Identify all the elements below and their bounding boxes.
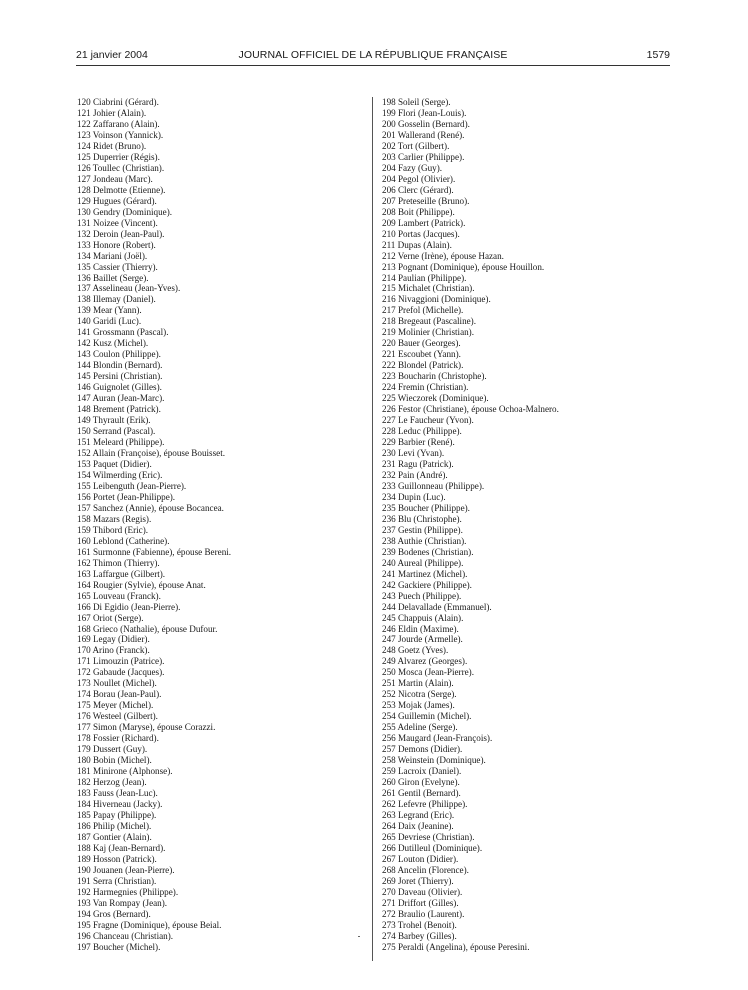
list-item: 132 Deroin (Jean-Paul).: [77, 228, 165, 239]
list-item: 227 Le Faucheur (Yvon).: [382, 415, 474, 426]
list-item: 156 Portet (Jean-Philippe).: [77, 491, 176, 502]
list-item: 238 Authie (Christian).: [382, 535, 467, 546]
list-item: 168 Grieco (Nathalie), épouse Dufour.: [77, 623, 218, 634]
list-item: 145 Persini (Christian).: [77, 371, 163, 382]
list-item: 251 Martin (Alain).: [382, 678, 454, 689]
list-item: 215 Michalet (Christian).: [382, 283, 475, 294]
list-item: 121 Johier (Alain).: [77, 107, 147, 118]
list-item: 123 Voinson (Yannick).: [77, 129, 164, 140]
list-item: 220 Bauer (Georges).: [382, 338, 461, 349]
list-item: 249 Alvarez (Georges).: [382, 656, 468, 667]
list-item: 201 Wallerand (René).: [382, 129, 465, 140]
list-item: 185 Papay (Philippe).: [77, 809, 157, 820]
list-item: 161 Surmonne (Fabienne), épouse Bereni.: [77, 546, 232, 557]
list-item: 219 Molinier (Christian).: [382, 327, 474, 338]
list-item: 182 Herzog (Jean).: [77, 777, 147, 788]
list-item: 271 Driffort (Gilles).: [382, 897, 459, 908]
list-item: 203 Carlier (Philippe).: [382, 151, 465, 162]
list-item: 244 Delavallade (Emmanuel).: [382, 601, 492, 612]
list-item: 253 Mojak (James).: [382, 700, 455, 711]
list-item: 246 Eldin (Maxime).: [382, 623, 459, 634]
list-item: 142 Kusz (Michel).: [77, 338, 149, 349]
list-item: 222 Blondel (Patrick).: [382, 360, 464, 371]
list-item: 243 Puech (Philippe).: [382, 590, 462, 601]
list-item: 213 Pognant (Dominique), épouse Houillon.: [382, 261, 545, 272]
list-item: 133 Honore (Robert).: [77, 239, 156, 250]
list-item: 194 Gros (Bernard).: [77, 908, 151, 919]
list-item: 189 Hosson (Patrick).: [77, 853, 157, 864]
list-item: 139 Mear (Yann).: [77, 305, 142, 316]
list-item: 138 Illemay (Daniel).: [77, 294, 156, 305]
list-item: 204 Fazy (Guy).: [382, 162, 443, 173]
list-item: 208 Boit (Philippe).: [382, 206, 455, 217]
list-item: 143 Coulon (Philippe).: [77, 349, 161, 360]
list-item: 176 Westeel (Gilbert).: [77, 711, 158, 722]
list-item: 236 Blu (Christophe).: [382, 513, 462, 524]
list-item: 274 Barbey (Gilles).: [382, 930, 457, 941]
journal-title: JOURNAL OFFICIEL DE LA RÉPUBLIQUE FRANÇAISE: [238, 49, 508, 61]
list-item: 260 Giron (Evelyne).: [382, 777, 460, 788]
list-item: 137 Asselineau (Jean-Yves).: [77, 283, 181, 294]
list-item: 223 Boucharin (Christophe).: [382, 371, 487, 382]
header-rule: [76, 65, 670, 66]
list-item: 214 Paulian (Philippe).: [382, 272, 467, 283]
list-item: 129 Hugues (Gérard).: [77, 195, 157, 206]
list-item: 180 Bobin (Michel).: [77, 755, 152, 766]
list-item: 157 Sanchez (Annie), épouse Bocancea.: [77, 502, 224, 513]
list-item: 170 Arino (Franck).: [77, 645, 150, 656]
list-item: 184 Hiverneau (Jacky).: [77, 799, 163, 809]
list-item: 209 Lambert (Patrick).: [382, 217, 466, 228]
column-divider: [372, 97, 373, 961]
list-item: 193 Van Rompay (Jean).: [77, 897, 168, 908]
list-item: 120 Ciabrini (Gérard).: [77, 97, 159, 107]
list-item: 263 Legrand (Eric).: [382, 809, 455, 820]
list-item: 255 Adeline (Serge).: [382, 722, 458, 733]
list-item: 178 Fossier (Richard).: [77, 733, 159, 744]
list-item: 197 Boucher (Michel).: [77, 941, 161, 952]
list-item: 199 Flori (Jean-Louis).: [382, 107, 467, 118]
list-item: 254 Guillemin (Michel).: [382, 711, 472, 722]
list-item: 140 Garidi (Luc).: [77, 316, 142, 327]
list-item: 186 Philip (Michel).: [77, 820, 152, 831]
list-item: 272 Braulio (Laurent).: [382, 908, 465, 919]
list-item: 148 Brement (Patrick).: [77, 404, 161, 415]
list-item: 128 Delmotte (Etienne).: [77, 184, 166, 195]
list-item: 183 Fauss (Jean-Luc).: [77, 788, 158, 799]
list-item: 233 Guillonneau (Philippe).: [382, 480, 485, 491]
list-item: 267 Louton (Didier).: [382, 853, 459, 864]
list-item: 230 Levi (Yvan).: [382, 448, 445, 458]
list-item: 179 Dussert (Guy).: [77, 744, 148, 755]
list-item: 273 Trohel (Benoit).: [382, 919, 457, 930]
list-item: 164 Rougier (Sylvie), épouse Anat.: [77, 579, 206, 590]
list-item: 221 Escoubet (Yann).: [382, 349, 461, 360]
list-item: 165 Louveau (Franck).: [77, 590, 161, 601]
list-item: 127 Jondeau (Marc).: [77, 173, 153, 184]
list-item: 239 Bodenes (Christian).: [382, 546, 474, 557]
list-item: 150 Serrand (Pascal).: [77, 426, 156, 437]
list-item: 269 Joret (Thierry).: [382, 875, 454, 886]
list-item: 146 Guignolet (Gilles).: [77, 382, 162, 393]
list-item: 171 Limouzin (Patrice).: [77, 656, 165, 667]
page-header: [76, 44, 670, 64]
header-date: 21 janvier 2004: [76, 49, 148, 61]
list-item: 134 Mariani (Joël).: [77, 250, 148, 261]
list-item: 232 Pain (André).: [382, 469, 448, 480]
list-item: 152 Allain (Françoise), épouse Bouisset.: [77, 448, 226, 458]
list-item: 190 Jouanen (Jean-Pierre).: [77, 864, 175, 875]
list-item: 266 Dutilleul (Dominique).: [382, 842, 483, 853]
list-item: 259 Lacroix (Daniel).: [382, 766, 462, 777]
list-item: 167 Oriot (Serge).: [77, 612, 144, 623]
list-item: 166 Di Egidio (Jean-Pierre).: [77, 601, 181, 612]
list-item: 187 Gontier (Alain).: [77, 831, 152, 842]
list-item: 153 Paquet (Didier).: [77, 458, 152, 469]
list-item: 136 Baillet (Serge).: [77, 272, 149, 283]
list-item: 252 Nicotra (Serge).: [382, 689, 457, 700]
list-item: 159 Thibord (Eric).: [77, 524, 149, 535]
list-item: 264 Daix (Jeanine).: [382, 820, 454, 831]
list-item: 147 Auran (Jean-Marc).: [77, 393, 165, 404]
list-item: 135 Cassier (Thierry).: [77, 261, 158, 272]
list-item: 226 Festor (Christiane), épouse Ochoa-Malnero.: [382, 404, 559, 415]
list-item: 169 Legay (Didier).: [77, 634, 150, 645]
list-item: 130 Gendry (Dominique).: [77, 206, 173, 217]
list-item: 204 Pegol (Olivier).: [382, 173, 456, 184]
list-item: 160 Leblond (Catherine).: [77, 535, 170, 546]
list-item: 207 Preteseille (Bruno).: [382, 195, 470, 206]
list-item: 247 Jourde (Armelle).: [382, 634, 463, 645]
list-item: 262 Lefevre (Philippe).: [382, 799, 468, 809]
list-item: 198 Soleil (Serge).: [382, 97, 451, 107]
list-item: 149 Thyrault (Erik).: [77, 415, 151, 426]
list-item: 275 Peraldi (Angelina), épouse Peresini.: [382, 941, 530, 952]
list-item: 126 Toullec (Christian).: [77, 162, 165, 173]
list-item: 241 Martinez (Michel).: [382, 568, 468, 579]
list-item: 218 Bregeaut (Pascaline).: [382, 316, 477, 327]
list-item: 217 Prefol (Michelle).: [382, 305, 464, 316]
list-item: 154 Wilmerding (Eric).: [77, 469, 163, 480]
list-item: 258 Weinstein (Dominique).: [382, 755, 486, 766]
list-item: 163 Laffargue (Gilbert).: [77, 568, 166, 579]
list-item: 191 Serra (Christian).: [77, 875, 157, 886]
list-item: 175 Meyer (Michel).: [77, 700, 154, 711]
list-item: 261 Gentil (Bernard).: [382, 788, 461, 799]
list-item: 144 Blondin (Bernard).: [77, 360, 163, 371]
list-item: 210 Portas (Jacques).: [382, 228, 460, 239]
list-item: 188 Kaj (Jean-Bernard).: [77, 842, 166, 853]
list-item: 192 Harmegnies (Philippe).: [77, 886, 179, 897]
list-item: 181 Minirone (Alphonse).: [77, 766, 173, 777]
list-item: 250 Mosca (Jean-Pierre).: [382, 667, 474, 678]
right-column: [382, 97, 672, 953]
list-item: 202 Tort (Gilbert).: [382, 140, 450, 151]
list-item: 225 Wieczorek (Dominique).: [382, 393, 489, 404]
list-item: 234 Dupin (Luc).: [382, 491, 446, 502]
left-column: [77, 97, 345, 953]
list-item: 245 Chappuis (Alain).: [382, 612, 464, 623]
list-item: 224 Fremin (Christian).: [382, 382, 469, 393]
list-item: 240 Aureal (Philippe).: [382, 557, 464, 568]
list-item: 235 Boucher (Philippe).: [382, 502, 470, 513]
list-item: 122 Zaffarano (Alain).: [77, 118, 160, 129]
list-item: 195 Fragne (Dominique), épouse Beial.: [77, 919, 222, 930]
list-item: 216 Nivaggioni (Dominique).: [382, 294, 491, 305]
list-item: 206 Clerc (Gérard).: [382, 184, 454, 195]
list-item: 131 Noizee (Vincent).: [77, 217, 158, 228]
list-item: 256 Maugard (Jean-François).: [382, 733, 493, 744]
list-item: 174 Borau (Jean-Paul).: [77, 689, 162, 700]
list-item: 151 Meleard (Philippe).: [77, 437, 165, 448]
list-item: 155 Leibenguth (Jean-Pierre).: [77, 480, 187, 491]
list-item: 124 Ridet (Bruno).: [77, 140, 147, 151]
list-item: 162 Thimon (Thierry).: [77, 557, 160, 568]
list-item: 211 Dupas (Alain).: [382, 239, 452, 250]
print-speck: [358, 936, 360, 937]
list-item: 141 Grossmann (Pascal).: [77, 327, 169, 338]
list-item: 242 Gackiere (Philippe).: [382, 579, 472, 590]
list-item: 237 Gestin (Philippe).: [382, 524, 463, 535]
list-item: 268 Ancelin (Florence).: [382, 864, 469, 875]
list-item: 173 Noullet (Michel).: [77, 678, 157, 689]
list-item: 125 Duperrier (Régis).: [77, 151, 160, 162]
list-item: 196 Chanceau (Christian).: [77, 930, 174, 941]
list-item: 257 Demons (Didier).: [382, 744, 463, 755]
list-item: 177 Simon (Maryse), épouse Corazzi.: [77, 722, 216, 733]
list-item: 270 Daveau (Olivier).: [382, 886, 463, 897]
page-number: 1579: [646, 49, 670, 61]
list-item: 158 Mazars (Regis).: [77, 513, 152, 524]
list-item: 248 Goetz (Yves).: [382, 645, 449, 656]
list-item: 231 Ragu (Patrick).: [382, 458, 454, 469]
list-item: 212 Verne (Irène), épouse Hazan.: [382, 250, 504, 261]
list-item: 228 Leduc (Philippe).: [382, 426, 462, 437]
list-item: 265 Devriese (Christian).: [382, 831, 475, 842]
list-item: 229 Barbier (René).: [382, 437, 455, 448]
list-item: 200 Gosselin (Bernard).: [382, 118, 470, 129]
list-item: 172 Gabaude (Jacques).: [77, 667, 165, 678]
